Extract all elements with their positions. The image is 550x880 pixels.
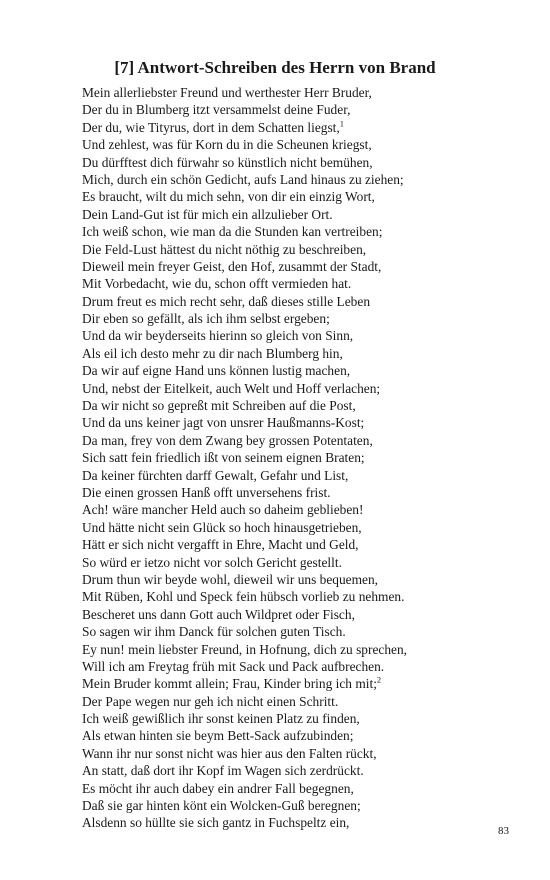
poem-line-text: Und da wir beyderseits hierinn so gleich von Sinn, — [82, 328, 354, 344]
poem-line — [82, 397, 522, 414]
poem-line — [82, 762, 522, 779]
poem-line — [82, 554, 522, 571]
poem-line-text: Hätt er sich nicht vergafft in Ehre, Macht und Geld, — [82, 537, 359, 553]
poem-line-text: Ey nun! mein liebster Freund, in Hofnung, dich zu sprechen, — [82, 641, 408, 657]
poem-line-text: Ach! wäre mancher Held auch so daheim geblieben! — [82, 502, 364, 518]
poem-line-text: Mein Bruder kommt allein; Frau, Kinder bring ich mit; — [82, 676, 377, 692]
poem-line — [82, 188, 522, 205]
poem-line — [82, 693, 522, 710]
poem-line — [82, 710, 522, 727]
poem-line-text: Alsdenn so hüllte sie sich gantz in Fuchspeltz ein, — [82, 815, 350, 831]
poem-line-text: Als eil ich desto mehr zu dir nach Blumberg hin, — [82, 345, 343, 361]
poem-line-text: Und, nebst der Eitelkeit, auch Welt und Hoff verlachen; — [82, 380, 381, 396]
poem-line — [82, 745, 522, 762]
poem-line — [82, 223, 522, 240]
poem-line-text: So sagen wir ihm Danck für solchen guten Tisch. — [82, 624, 346, 640]
poem-line-text: Dein Land-Gut ist für mich ein allzulieber Ort. — [82, 206, 333, 222]
poem-line-text: Sich satt fein friedlich ißt von seinem eignen Braten; — [82, 450, 365, 466]
poem-line-text: Mein allerliebster Freund und werthester Herr Bruder, — [82, 85, 372, 100]
poem-line — [82, 484, 522, 501]
poem-line-text: Will ich am Freytag früh mit Sack und Pack aufbrechen. — [82, 658, 385, 674]
poem-line — [82, 101, 522, 118]
poem-line-text: Drum thun wir beyde wohl, dieweil wir uns bequemen, — [82, 571, 379, 587]
poem-line — [82, 675, 522, 692]
poem-line — [82, 310, 522, 327]
poem-line-text: Dieweil mein freyer Geist, den Hof, zusammt der Stadt, — [82, 258, 382, 274]
poem-line-text: Da keiner fürchten darff Gewalt, Gefahr und List, — [82, 467, 349, 483]
page-number: 83 — [498, 825, 509, 837]
poem-line-text: Es möcht ihr auch dabey ein andrer Fall begegnen, — [82, 780, 354, 796]
poem-line — [82, 241, 522, 258]
poem-line-text: Da wir nicht so gepreßt mit Schreiben auf die Post, — [82, 398, 356, 414]
poem-line-text: Da wir auf eigne Hand uns können lustig machen, — [82, 363, 351, 379]
poem-title: [7] Antwort-Schreiben des Herrn von Brand — [114, 58, 436, 77]
poem-line — [82, 449, 522, 466]
poem-line-text: Daß sie gar hinten könt ein Wolcken-Guß beregnen; — [82, 798, 361, 814]
poem-body — [82, 84, 522, 832]
poem-line — [82, 171, 522, 188]
poem-line-text: Es braucht, wilt du mich sehn, von dir ein einzig Wort, — [82, 189, 375, 205]
poem-line — [82, 275, 522, 292]
poem-line — [82, 467, 522, 484]
poem-line-text: Die einen grossen Hanß offt unversehens frist. — [82, 484, 331, 500]
poem-line — [82, 206, 522, 223]
poem-line-text: An statt, daß dort ihr Kopf im Wagen sich zerdrückt. — [82, 763, 364, 779]
poem-line-text: Und zehlest, was für Korn du in die Scheunen kriegst, — [82, 137, 372, 153]
poem-line — [82, 380, 522, 397]
poem-line-text: Und hätte nicht sein Glück so hoch hinausgetrieben, — [82, 519, 362, 535]
poem-line — [82, 414, 522, 431]
poem-line — [82, 814, 522, 831]
poem-line-text: Als etwan hinten sie beym Bett-Sack aufzubinden; — [82, 728, 354, 744]
poem-line-text: Der du in Blumberg itzt versammelst deine Fuder, — [82, 102, 351, 118]
poem-line-text: Der Pape wegen nur geh ich nicht einen Schritt. — [82, 693, 339, 709]
poem-line — [82, 797, 522, 814]
poem-line — [82, 119, 522, 136]
poem-line — [82, 658, 522, 675]
poem-line — [82, 623, 522, 640]
poem-line — [82, 606, 522, 623]
poem-line — [82, 154, 522, 171]
poem-line — [82, 727, 522, 744]
poem-line — [82, 293, 522, 310]
poem-line — [82, 536, 522, 553]
poem-line-text: So würd er ietzo nicht vor solch Gericht gestellt. — [82, 554, 342, 570]
poem-line-text: Da man, frey von dem Zwang bey grossen Potentaten, — [82, 432, 373, 448]
poem-line-text: Mich, durch ein schön Gedicht, aufs Land hinaus zu ziehen; — [82, 171, 404, 187]
footnote-marker: 2 — [376, 674, 382, 685]
poem-line-text: Die Feld-Lust hättest du nicht nöthig zu beschreiben, — [82, 241, 367, 257]
poem-line-text: Mit Rüben, Kohl und Speck fein hübsch vorlieb zu nehmen. — [82, 589, 405, 605]
poem-line — [82, 641, 522, 658]
poem-line-text: Drum freut es mich recht sehr, daß dieses stille Leben — [82, 293, 371, 309]
poem-line-text: Der du, wie Tityrus, dort in dem Schatten liegst, — [82, 119, 340, 135]
poem-line-text: Ich weiß schon, wie man da die Stunden kan vertreiben; — [82, 224, 383, 240]
poem-line-text: Dir eben so gefällt, als ich ihm selbst ergeben; — [82, 311, 330, 327]
poem-line-text: Und da uns keiner jagt von unsrer Haußmanns-Kost; — [82, 415, 365, 431]
poem-line — [82, 136, 522, 153]
poem-line-text: Du dürfftest dich fürwahr so künstlich nicht bemühen, — [82, 154, 373, 170]
poem-line-text: Bescheret uns dann Gott auch Wildpret oder Fisch, — [82, 606, 355, 622]
poem-line — [82, 571, 522, 588]
poem-line-text: Mit Vorbedacht, wie du, schon offt vermieden hat. — [82, 276, 352, 292]
poem-line — [82, 327, 522, 344]
poem-line — [82, 588, 522, 605]
poem-line — [82, 780, 522, 797]
poem-line-text: Wann ihr nur sonst nicht was hier aus den Falten rückt, — [82, 745, 377, 761]
poem-line — [82, 432, 522, 449]
poem-line — [82, 84, 522, 101]
poem-line — [82, 519, 522, 536]
poem-line — [82, 345, 522, 362]
poem-line — [82, 501, 522, 518]
poem-line — [82, 362, 522, 379]
footnote-marker: 1 — [339, 118, 344, 129]
poem-line — [82, 258, 522, 275]
poem-line-text: Ich weiß gewißlich ihr sonst keinen Platz zu finden, — [82, 711, 360, 727]
